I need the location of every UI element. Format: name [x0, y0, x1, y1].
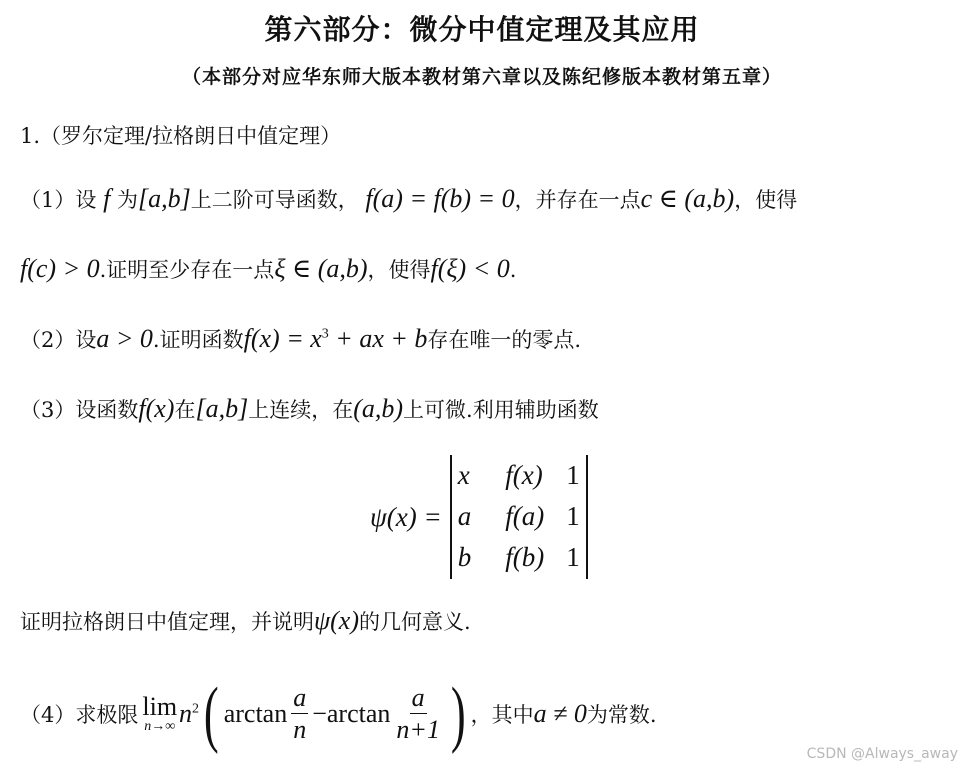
problem-1-text: ，并存在一点 [514, 188, 641, 212]
problem-1-label: （1）设 [20, 188, 97, 212]
fraction-1: $\frac{a}{n}$ [293, 682, 307, 744]
section-heading: 1.（罗尔定理/拉格朗日中值定理） [20, 124, 342, 148]
determinant-matrix [458, 455, 580, 578]
matrix-cell: a [457, 501, 472, 531]
matrix-cell: f(x) [505, 460, 543, 490]
matrix-cell: 1 [566, 501, 580, 531]
psi-definition: ψ(x) = [370, 501, 442, 532]
problem-2 [20, 324, 581, 354]
problem-4 [20, 673, 657, 755]
problem-2-condition: a > 0 [96, 324, 153, 353]
problem-1-line-1 [20, 184, 797, 214]
left-paren: ( [203, 673, 219, 755]
function-symbol: f [103, 184, 111, 213]
problem-1-line-2 [20, 254, 516, 284]
problem-3 [20, 394, 599, 424]
problem-4-text: 为常数. [586, 703, 657, 727]
matrix-cell: 1 [566, 542, 580, 572]
matrix-cell: b [457, 542, 472, 572]
problem-1-text: ，使得 [734, 188, 798, 212]
problem-3-text: 的几何意义. [359, 610, 471, 634]
matrix-cell: f(b) [505, 542, 545, 572]
psi-function: ψ(x) [314, 606, 360, 635]
problem-2-text: 存在唯一的零点. [427, 328, 582, 352]
right-paren: ) [450, 673, 466, 755]
problem-3-text: 证明拉格朗日中值定理，并说明 [20, 610, 314, 634]
arctan-1: arctan [223, 699, 288, 728]
determinant [450, 455, 588, 579]
point-condition: c ∈ (a,b) [640, 184, 735, 213]
determinant-row [458, 537, 580, 578]
problem-3-function: f(x) [138, 394, 175, 423]
problem-1-text: 为 [116, 188, 138, 212]
problem-3-text: 上连续，在 [248, 398, 354, 422]
problem-4-label: （4）求极限 [20, 703, 139, 727]
xi-condition: ξ ∈ (a,b) [274, 254, 368, 283]
problem-1-text: 上二阶可导函数， [190, 188, 359, 212]
page-title: 第六部分：微分中值定理及其应用 [264, 13, 700, 46]
problem-1-text: ，使得 [367, 258, 431, 282]
problem-2-label: （2）设 [20, 328, 97, 352]
problem-4-text: ，其中 [470, 703, 534, 727]
function-definition: $f(x) = x^3$ + ax + b [243, 324, 428, 353]
closed-interval: [a,b] [195, 394, 249, 423]
problem-3-text: 在 [174, 398, 196, 422]
minus-sign: − [312, 699, 327, 728]
fraction-2: $\frac{a}{n+1}$ [396, 682, 440, 744]
n-squared: $n^2$ [179, 699, 200, 728]
result-condition: f(ξ) < 0 [430, 254, 510, 283]
limit-operator: lim n→∞ [142, 692, 178, 734]
problem-3-text: 上可微.利用辅助函数 [403, 398, 599, 422]
matrix-cell: f(a) [505, 501, 545, 531]
matrix-cell: 1 [566, 460, 580, 490]
determinant-row [458, 496, 580, 537]
watermark: CSDN @Always_away [806, 746, 958, 762]
problem-2-text: .证明函数 [152, 328, 244, 352]
problem-4-condition: a ≠ 0 [533, 699, 587, 728]
problem-1-text: .证明至少存在一点 [99, 258, 275, 282]
arctan-2: arctan [326, 699, 391, 728]
open-interval: (a,b) [353, 394, 404, 423]
closed-interval: [a,b] [137, 184, 191, 213]
problem-3-conclusion [20, 606, 471, 636]
problem-1-text: . [509, 258, 517, 282]
matrix-cell: x [457, 460, 470, 490]
problem-3-label: （3）设函数 [20, 398, 139, 422]
determinant-row [458, 455, 580, 496]
positivity-condition: f(c) > 0 [20, 254, 100, 283]
boundary-condition: f(a) = f(b) = 0 [365, 184, 515, 213]
determinant-equation [370, 454, 588, 580]
page-subtitle: （本部分对应华东师大版本教材第六章以及陈纪修版本教材第五章） [181, 66, 782, 88]
